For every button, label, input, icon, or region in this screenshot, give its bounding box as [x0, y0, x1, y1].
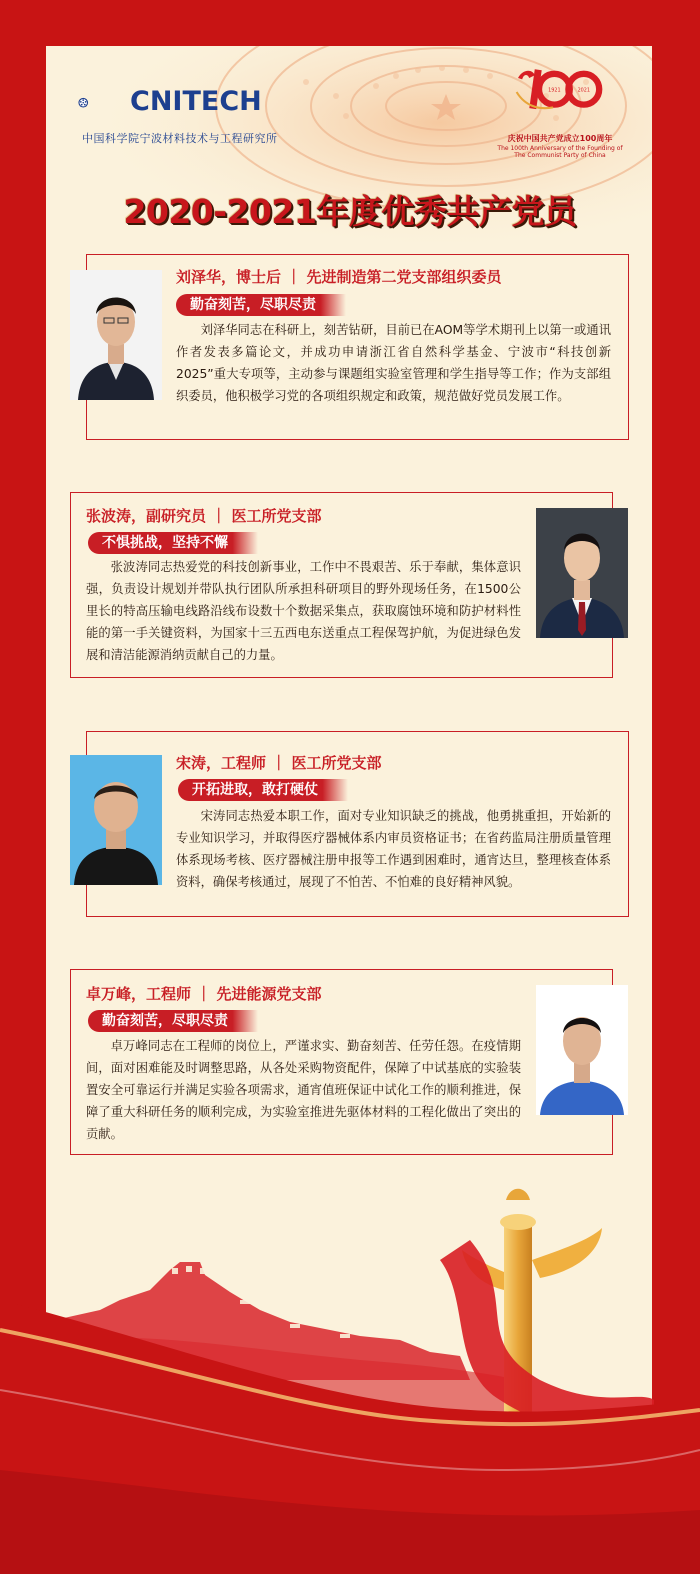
page-title: 2020-2021年度优秀共产党员: [123, 192, 577, 231]
member-name: 卓万峰，工程师 ｜ 先进能源党支部: [86, 985, 322, 1003]
logo-subtitle: 中国科学院宁波材料技术与工程研究所: [82, 132, 278, 145]
logo-text: CNITECH: [130, 86, 262, 117]
anniversary-subtitle: The 100th Anniversary of the Founding of The Communist Party of China: [497, 145, 623, 159]
member-motto: 勤奋刻苦，尽职尽责: [176, 294, 346, 316]
member-bio: 张波涛同志热爱党的科技创新事业，工作中不畏艰苦、乐于奉献，集体意识强，负责设计规划并带队执行团队所承担科研项目的野外现场任务，在1500公里长的特高压输电线路沿线布设数十个数据采集点，获取腐蚀环境和防护材料性能的第一手关键资料，为国家十三五西电东送重点工程保驾护航，为促进绿色发展和清洁能源消纳贡献自己的力量。: [86, 560, 521, 662]
member-bio: 宋涛同志热爱本职工作，面对专业知识缺乏的挑战，他勇挑重担，开始新的专业知识学习，并取得医疗器械体系内审员资格证书；在省药监局注册质量管理体系现场考核、医疗器械注册申报等工作遇到困难时，通宵达旦，整理核查体系资料，确保考核通过，展现了不怕苦、不怕难的良好精神风貌。: [176, 809, 611, 889]
member-name: 宋涛，工程师 ｜ 医工所党支部: [176, 754, 382, 772]
cnitech-logo-icon: [78, 80, 126, 128]
member-photo: [536, 985, 628, 1115]
member-motto: 开拓进取，敢打硬仗: [178, 779, 348, 801]
anniversary-100-icon: [498, 64, 622, 134]
member-name: 刘泽华，博士后 ｜ 先进制造第二党支部组织委员: [176, 268, 502, 286]
member-name: 张波涛，副研究员 ｜ 医工所党支部: [86, 507, 322, 525]
member-bio: 刘泽华同志在科研上，刻苦钻研，目前已在AOM等学术期刊上以第一或通讯作者发表多篇论文，并成功申请浙江省自然科学基金、宁波市“科技创新2025”重大专项等，主动参与课题组实验室管理和学生指导等工作；作为支部组织委员，他积极学习党的各项组织规定和政策，规范做好党员发展工作。: [176, 323, 611, 403]
member-bio: 卓万峰同志在工程师的岗位上，严谨求实、勤奋刻苦、任劳任怨。在疫情期间，面对困难能及时调整思路，从各处采购物资配件，保障了中试基底的实验装置安全可靠运行并满足实验各项需求，通宵值班保证中试化工作的顺利推进，保障了重大科研任务的顺利完成，为实验室推进先驱体材料的工程化做出了突出的贡献。: [86, 1039, 521, 1141]
member-motto: 不惧挑战，坚持不懈: [88, 532, 258, 554]
member-photo: [70, 270, 162, 400]
member-photo: [70, 755, 162, 885]
year-start: 1921: [548, 87, 561, 94]
member-photo: [536, 508, 628, 638]
anniversary-title: 庆祝中国共产党成立100周年: [507, 134, 613, 143]
year-end: 2021: [577, 87, 591, 94]
member-motto: 勤奋刻苦，尽职尽责: [88, 1010, 258, 1032]
